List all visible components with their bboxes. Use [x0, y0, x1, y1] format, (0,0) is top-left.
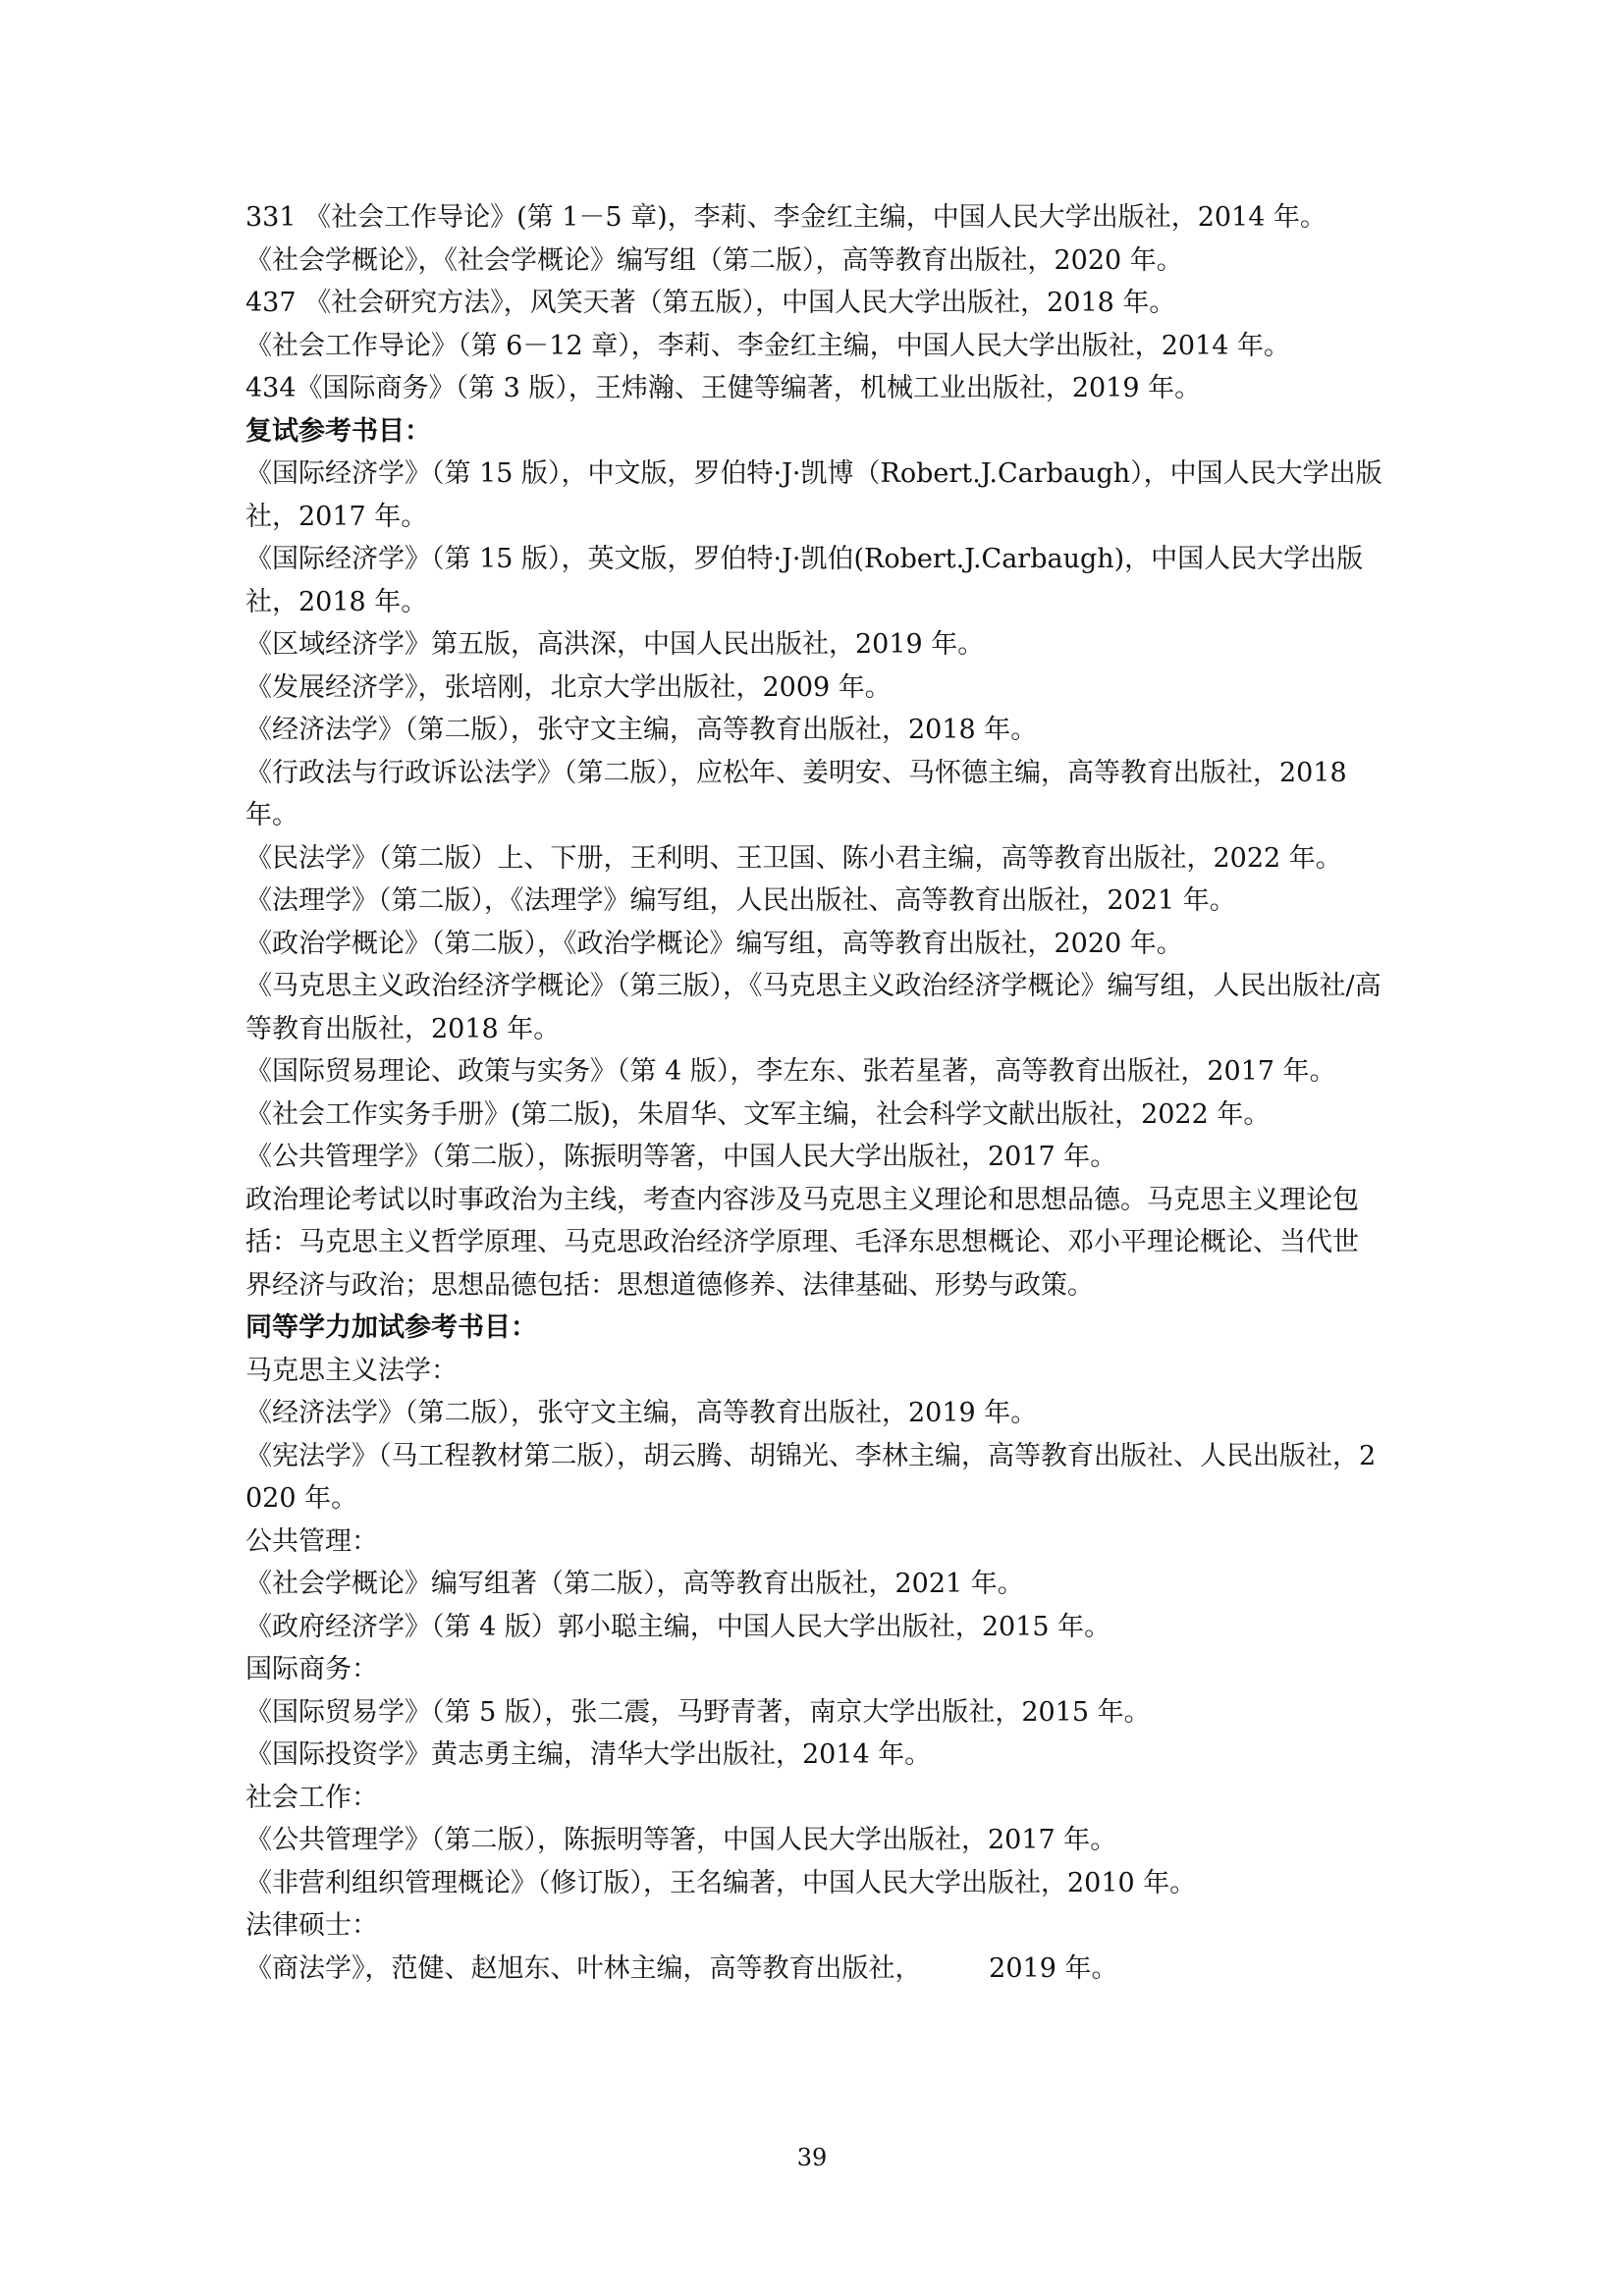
text-line: 《非营利组织管理概论》（修订版），王名编著，中国人民大学出版社，2010 年。: [245, 1867, 1197, 1898]
text-line: 《社会工作导论》（第 6－12 章），李莉、李金红主编，中国人民大学出版社，2014 年。: [245, 330, 1290, 361]
text-line: 《国际经济学》（第 15 版），中文版，罗伯特·J·凯博（Robert.J.Carbaugh），中国人民大学出版社，2017 年。: [245, 458, 1382, 532]
text-line: 434《国际商务》（第 3 版），王炜瀚、王健等编著，机械工业出版社，2019 年。: [245, 373, 1202, 403]
text-line: 国际商务：: [245, 1654, 378, 1684]
section-heading: 同等学力加试参考书目：: [245, 1312, 537, 1343]
text-line: 《法理学》（第二版），《法理学》编写组，人民出版社、高等教育出版社，2021 年。: [245, 885, 1236, 916]
text-line: 《区域经济学》第五版，高洪深，中国人民出版社，2019 年。: [245, 629, 985, 660]
text-line: 《国际贸易理论、政策与实务》（第 4 版），李左东、张若星著，高等教育出版社，2017 年。: [245, 1056, 1336, 1087]
text-line: 《经济法学》（第二版），张守文主编，高等教育出版社，2019 年。: [245, 1398, 1038, 1428]
text-line: 《公共管理学》（第二版），陈振明等箸，中国人民大学出版社，2017 年。: [245, 1825, 1117, 1855]
text-line: 《社会学概论》，《社会学概论》编写组（第二版），高等教育出版社，2020 年。: [245, 244, 1183, 276]
text-line: 《宪法学》（马工程教材第二版），胡云腾、胡锦光、李林主编，高等教育出版社、人民出版社，2020 年。: [245, 1440, 1377, 1514]
text-line: 《社会学概论》编写组著（第二版），高等教育出版社，2021 年。: [245, 1569, 1024, 1599]
text-line: 《商法学》，范健、赵旭东、叶林主编，高等教育出版社， 2019 年。: [245, 1952, 1118, 1984]
text-line: 社会工作：: [245, 1782, 378, 1813]
text-line: 《国际投资学》黄志勇主编，清华大学出版社，2014 年。: [245, 1739, 932, 1770]
text-line: 331 《社会工作导论》(第 1－5 章)，李莉、李金红主编，中国人民大学出版社，2014 年。: [245, 202, 1326, 233]
text-line: 马克思主义法学：: [245, 1355, 458, 1386]
section-heading: 复试参考书目：: [245, 415, 431, 447]
document-body: [245, 196, 1384, 1990]
page-number: 39: [796, 2144, 828, 2171]
text-line: 《国际贸易学》（第 5 版），张二震，马野青著，南京大学出版社，2015 年。: [245, 1696, 1151, 1728]
text-line: 《政府经济学》（第 4 版）郭小聪主编，中国人民大学出版社，2015 年。: [245, 1611, 1111, 1642]
text-line: 《马克思主义政治经济学概论》（第三版），《马克思主义政治经济学概论》编写组，人民出版社/高等教育出版社，2018 年。: [245, 971, 1381, 1044]
text-line: 437 《社会研究方法》，风笑天著（第五版），中国人民大学出版社，2018 年。: [245, 288, 1176, 318]
text-line: 《国际经济学》（第 15 版），英文版，罗伯特·J·凯伯(Robert.J.Carbaugh)，中国人民大学出版社，2018 年。: [245, 544, 1364, 617]
text-line: 《公共管理学》（第二版），陈振明等箸，中国人民大学出版社，2017 年。: [245, 1142, 1117, 1172]
text-line: 《民法学》（第二版）上、下册，王利明、王卫国、陈小君主编，高等教育出版社，2022 年。: [245, 842, 1342, 874]
text-line: 《行政法与行政诉讼法学》（第二版），应松年、姜明安、马怀德主编，高等教育出版社，2018 年。: [245, 757, 1347, 830]
text-line: 公共管理：: [245, 1525, 378, 1557]
text-line: 《发展经济学》，张培刚，北京大学出版社，2009 年。: [245, 671, 892, 703]
text-line: 政治理论考试以时事政治为主线，考查内容涉及马克思主义理论和思想品德。马克思主义理论包括：马克思主义哲学原理、马克思政治经济学原理、毛泽东思想概论、邓小平理论概论、当代世界经济与政治；思想品德包括：思想道德修养、法律基础、形势与政策。: [245, 1184, 1359, 1301]
text-line: 《社会工作实务手册》(第二版)，朱眉华、文军主编，社会科学文献出版社，2022 年。: [245, 1098, 1271, 1130]
text-line: 《政治学概论》（第二版），《政治学概论》编写组，高等教育出版社，2020 年。: [245, 928, 1183, 959]
text-line: 法律硕士：: [245, 1910, 378, 1941]
text-line: 《经济法学》（第二版），张守文主编，高等教育出版社，2018 年。: [245, 715, 1038, 745]
